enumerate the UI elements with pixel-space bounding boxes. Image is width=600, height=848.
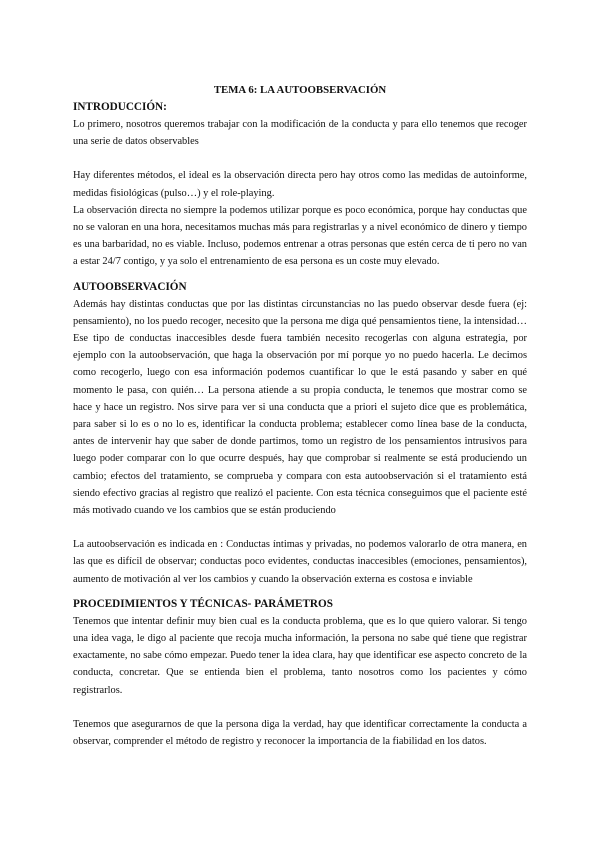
document-page <box>73 82 527 750</box>
document-title: TEMA 6: LA AUTOOBSERVACIÓN <box>213 84 387 96</box>
paragraph: Hay diferentes métodos, el ideal es la observación directa pero hay otros como las medidas de autoinforme, medidas fisiológicas (pulso…) y el role-playing. <box>73 170 527 199</box>
paragraph: La observación directa no siempre la podemos utilizar porque es poco económica, porque hay conductas que no se valoran en una hora, necesitamos muchas más para registrarlas y a nivel económico de dinero y tiempo es una barbaridad, no es viable. Incluso, podemos entrenar a otras personas que estén cerca de ti pero no van a estar 24/7 contigo, y ya solo el entrenamiento de esa persona es un coste muy elevado. <box>73 204 527 268</box>
paragraph: La autoobservación es indicada en : Conductas íntimas y privadas, no podemos valorarlo de otra manera, en las que es difícil de observar; conductas poco evidentes, conductas inaccesibles (emociones, pensamientos), aumento de motivación al ver los cambios y cuando la observación externa es costosa e inviable <box>73 539 527 585</box>
section-heading-procedimientos: PROCEDIMIENTOS Y TÉCNICAS- PARÁMETROS <box>73 597 333 610</box>
paragraph-spacer <box>73 150 527 167</box>
paragraph: Tenemos que intentar definir muy bien cual es la conducta problema, que es lo que quiero valorar. Si tengo una idea vaga, le digo al paciente que recoja mucha información, la persona no sabe qué tiene que registrar exactamente, no sabe cómo empezar. Puedo tener la idea clara, hay que identificar ese aspecto concreto de la conducta, concretar. Que se entienda bien el problema, tanto nosotros como los pacientes y cómo registrarlos. <box>73 615 527 696</box>
paragraph: Tenemos que asegurarnos de que la persona diga la verdad, hay que identificar correctamente la conducta a observar, comprender el método de registro y reconocer la importancia de la fiabilidad en los datos. <box>73 718 527 748</box>
section-heading-introduccion: INTRODUCCIÓN: <box>73 101 167 113</box>
paragraph: Lo primero, nosotros queremos trabajar con la modificación de la conducta y para ello tenemos que recoger una serie de datos observables <box>73 119 527 148</box>
section-spacer <box>73 271 527 279</box>
section-heading-autoobservacion: AUTOOBSERVACIÓN <box>73 280 187 293</box>
section-spacer <box>73 588 527 596</box>
paragraph-spacer <box>73 699 527 716</box>
paragraph-spacer <box>73 519 527 536</box>
paragraph: Además hay distintas conductas que por las distintas circunstancias no las puedo observar desde fuera (ej: pensamiento), no los puedo recoger, necesito que la persona me diga qué pensamientos tiene, la intensidad… Ese tipo de conductas inaccesibles desde fuera también necesito recogerlas con alguna estrategia, por ejemplo con la autoobservación, que haga la observación por mí porque yo no puedo hacerla. Le decimos como recogerlo, luego con esa información podemos cuantificar lo que le está pasando y saber en qué momento le pasa, con quién… La persona atiende a su propia conducta, le tenemos que mostrar como se hace y hace un registro. Nos sirve para ver si una conducta que a priori el sujeto dice que es problemática, para saber si lo es o no lo es, identificar la conducta problema; establecer como línea base de la conducta, antes de intervenir hay que saber de donde partimos, tomo un registro de los pensamientos intrusivos para luego poder comparar con lo que ocurre después, hay que comprobar si realmente se está produciendo un cambio; efectos del tratamiento, se comprueba y compara con esta autoobservación si el tratamiento está siendo efectivo gracias al registro que realizó el paciente. Con esta técnica conseguimos que el paciente esté más motivado cuando ve los cambios que se están produciendo <box>73 298 527 517</box>
